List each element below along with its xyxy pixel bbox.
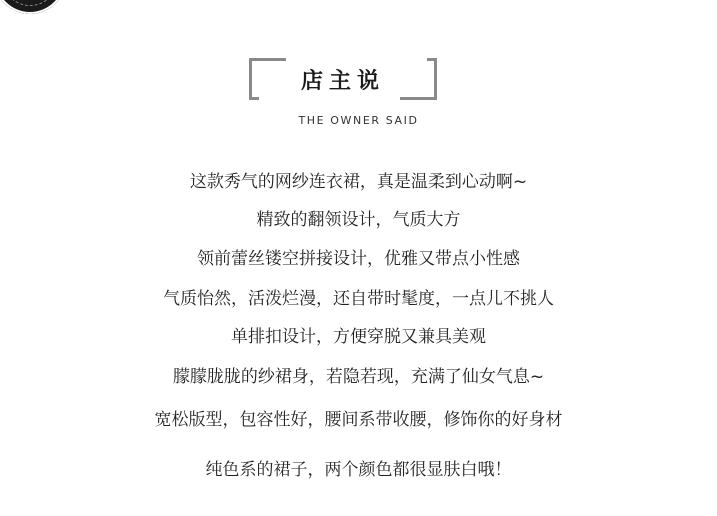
title-frame [249, 58, 437, 100]
description-line: 精致的翻领设计，气质大方 [256, 210, 461, 230]
description-line: 这款秀气的网纱连衣裙，真是温柔到心动啊~ [189, 172, 528, 192]
description-line: 单排扣设计，方便穿脱又兼具美观 [231, 327, 486, 347]
description-line: 气质怡然，活泼烂漫，还自带时髦度，一点儿不挑人 [163, 289, 554, 309]
brand-logo [0, 0, 66, 14]
page-title: 店主说 [300, 69, 385, 94]
description-line: 朦朦胧胧的纱裙身，若隐若现，充满了仙女气息~ [172, 367, 545, 387]
description-line: 纯色系的裙子，两个颜色都很显肤白哦！ [205, 460, 512, 480]
title-frame-corner-top-right [427, 58, 437, 61]
page-subtitle: THE OWNER SAID [298, 114, 419, 127]
description-line: 宽松版型，包容性好，腰间系带收腰，修饰你的好身材 [154, 410, 563, 430]
description-line: 领前蕾丝镂空拼接设计，优雅又带点小性感 [197, 249, 520, 269]
title-frame-corner-bottom-left [249, 97, 259, 100]
